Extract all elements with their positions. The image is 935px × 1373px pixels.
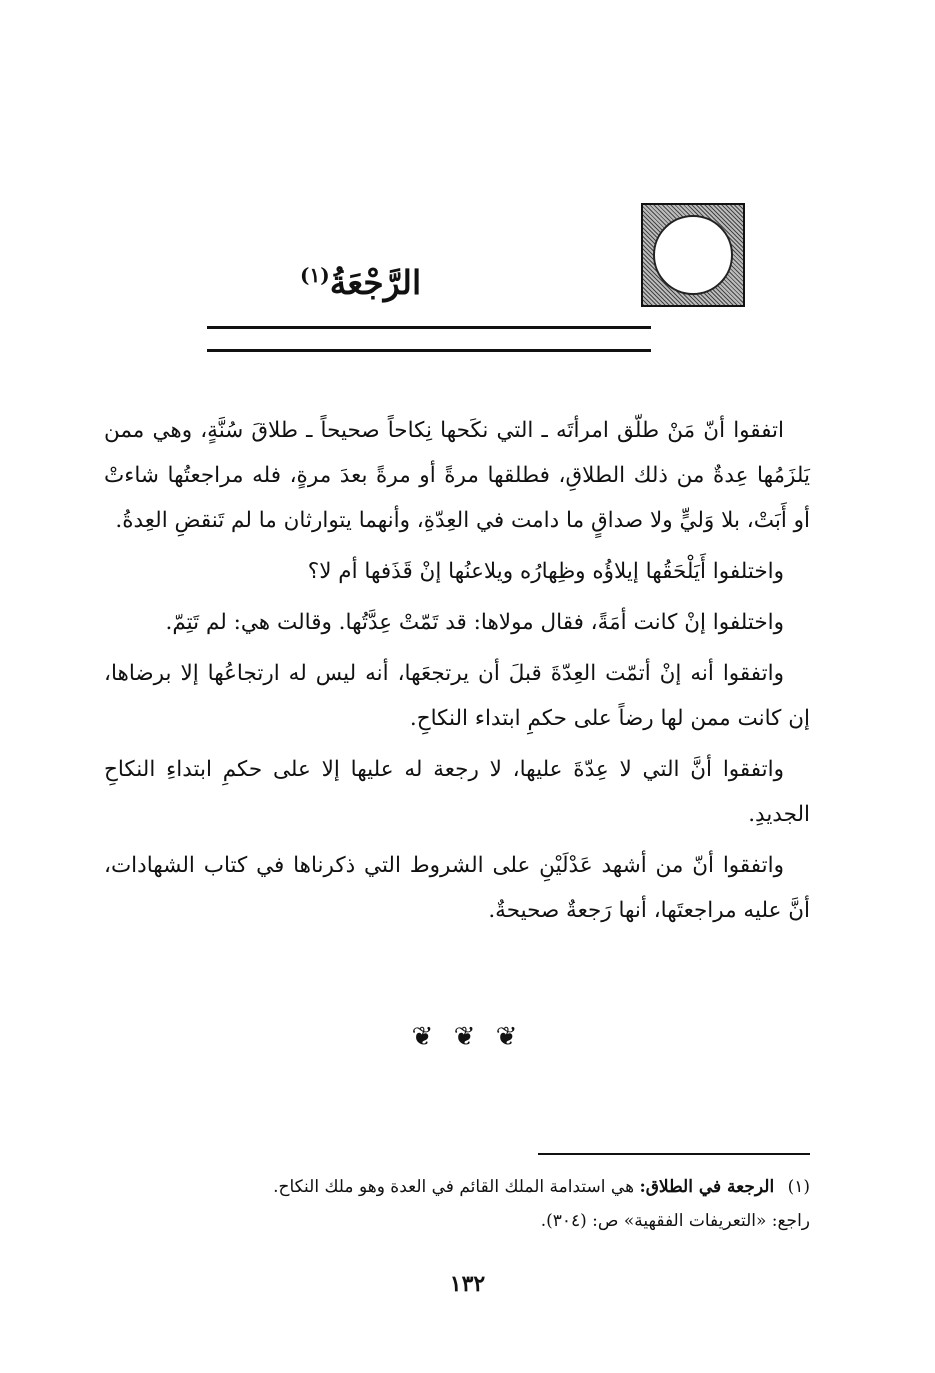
title-footnote-marker: (١) bbox=[300, 263, 330, 287]
paragraph-4: واتفقوا أنه إنْ أتمّت العِدّةَ قبلَ أن يرتجعَها، أنه ليس له ارتجاعُها إلا برضاها، إن كانت ممن لها رضاً على حكمِ ابتداء النكاحِ. bbox=[104, 661, 810, 731]
paragraph-3: واختلفوا إنْ كانت أمَةً، فقال مولاها: قد تَمّتْ عِدَّتُها. وقالت هي: لم تَتِمّ. bbox=[165, 610, 784, 635]
section-divider-icon: ❦ ❦ ❦ bbox=[411, 1022, 524, 1052]
footnote-line-1 bbox=[104, 1170, 810, 1204]
title-rule-bottom bbox=[207, 349, 651, 352]
footnote bbox=[104, 1170, 810, 1238]
ornament-circle bbox=[653, 215, 733, 295]
chapter-title bbox=[300, 255, 628, 303]
page-number: ١٣٢ bbox=[449, 1271, 486, 1297]
footnote-number: (١) bbox=[787, 1177, 810, 1197]
paragraph-5: واتفقوا أنَّ التي لا عِدّةَ عليها، لا رجعة له عليها إلا على حكمِ ابتداءِ النكاحِ الجديدِ. bbox=[104, 757, 810, 827]
paragraph-6: واتفقوا أنّ من أشهد عَدْلَيْنِ على الشروط التي ذكرناها في كتاب الشهادات، أنَّ عليه مراجعتَها، أنها رَجعةٌ صحيحةٌ. bbox=[104, 853, 810, 923]
chapter-title-text: الرَّجْعَةُ bbox=[329, 263, 422, 302]
paragraph-2: واختلفوا أَيَلْحَقُها إيلاؤُه وظِهارُه ويلاعنُها إنْ قَذَفها أم لا؟ bbox=[307, 559, 784, 584]
footnote-text: هي استدامة الملك القائم في العدة وهو ملك النكاح. bbox=[273, 1177, 635, 1197]
title-rule-top bbox=[207, 326, 651, 329]
footnote-rule bbox=[538, 1153, 810, 1155]
paragraph-1: اتفقوا أنّ مَنْ طلّق امرأتَه ـ التي نكَحها نِكاحاً صحيحاً ـ طلاقَ سُنَّةٍ، وهي ممن يَلزَمُها عِدةٌ من ذلك الطلاقِ، فطلقها مرةً أو مرةً بعدَ مرةٍ، فله مراجعتُها شاءتْ أو أَبَتْ، بلا وَليٍّ ولا صداقٍ ما دامت في العِدّةِ، وأنهما يتوارثان ما لم تَنقضِ العِدةُ. bbox=[104, 418, 810, 533]
body-text bbox=[104, 408, 810, 939]
footnote-term: الرجعة في الطلاق: bbox=[639, 1177, 775, 1197]
footnote-reference: راجع: «التعريفات الفقهية» ص: (٣٠٤). bbox=[540, 1211, 810, 1231]
chapter-ornament-icon bbox=[641, 203, 745, 307]
